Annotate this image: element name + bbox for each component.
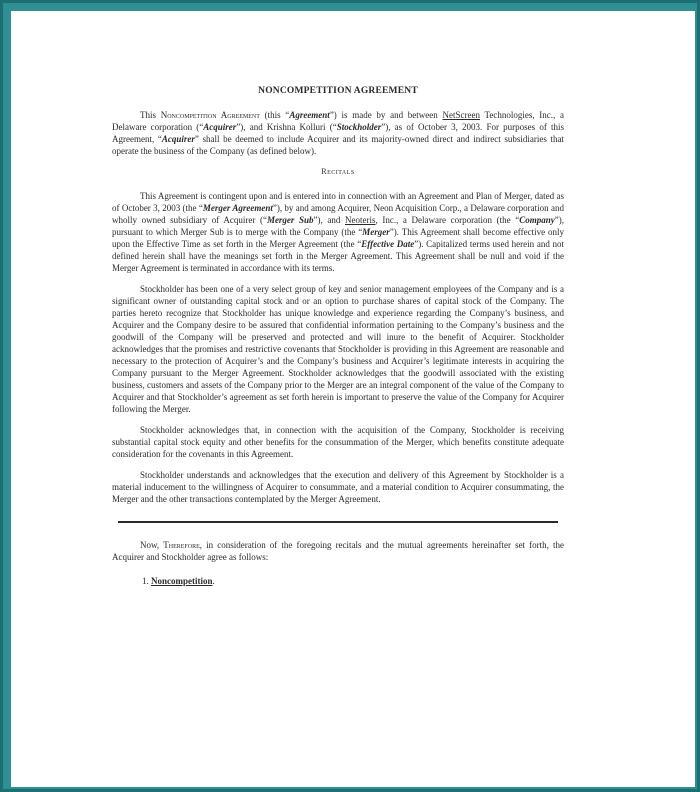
recital-paragraph-4: Stockholder understands and acknowledges that the execution and delivery of this Agreement by Stockholder is a material inducement to the willingness of Acquirer to consummate, and a material condition to Acquirer consummating, the Merger and the other transactions contemplated by the Merger Agreement.	[112, 470, 564, 504]
intro-paragraph: This Noncompetition Agreement (this “Agreement”) is made by and between NetScreen Technologies, Inc., a Delaware corporation (“Acquirer”), and Krishna Kolluri (“Stockholder”), as of October 3, 2003. For purposes of this Agreement, “Acquirer” shall be deemed to include Acquirer and its majority-owned direct and indirect subsidiaries that operate the business of the Company (as defined below).	[112, 110, 564, 156]
recital-paragraph-3: Stockholder acknowledges that, in connection with the acquisition of the Company, Stockholder is receiving substantial capital stock equity and other benefits for the consummation of the Merger, which benefits constitute adequate consideration for the covenants in this Agreement.	[112, 425, 564, 459]
document-page	[112, 85, 564, 587]
now-therefore-paragraph: Now, Therefore, in consideration of the foregoing recitals and the mutual agreements hereinafter set forth, the Acquirer and Stockholder agree as follows:	[112, 540, 564, 562]
recital-paragraph-2: Stockholder has been one of a very select group of key and senior management employees of the Company and is a significant owner of outstanding capital stock and or an option to purchase shares of capital stock of the Company. The parties hereto recognize that Stockholder has unique knowledge and experience regarding the Company’s business, and Acquirer and the Company desire to be assured that confidential information pertaining to the Company’s business and the goodwill of the Company will be preserved and protected and will inure to the benefit of Acquirer. Stockholder acknowledges that the promises and restrictive covenants that Stockholder is providing in this Agreement are reasonable and necessary to the protection of Acquirer’s and the Company’s business and Acquirer’s legitimate interests in acquiring the Company pursuant to the Merger Agreement. Stockholder acknowledges that the goodwill associated with the existing business, customers and assets of the Company prior to the Merger are an integral component of the value of the Company to Acquirer and that Stockholder’s agreement as set forth herein is important to preserve the value of the Company for Acquirer following the Merger.	[112, 284, 564, 414]
recital-paragraph-1: This Agreement is contingent upon and is entered into in connection with an Agreement and Plan of Merger, dated as of October 3, 2003 (the “Merger Agreement”), by and among Acquirer, Neon Acquisition Corp., a Delaware corporation and wholly owned subsidiary of Acquirer (“Merger Sub”), and Neoteris, Inc., a Delaware corporation (the “Company”), pursuant to which Merger Sub is to merge with the Company (the “Merger”). This Agreement shall become effective only upon the Effective Time as set forth in the Merger Agreement (the “Effective Date”). Capitalized terms used herein and not defined herein shall have the meanings set forth in the Merger Agreement. This Agreement shall be null and void if the Merger Agreement is terminated in accordance with its terms.	[112, 191, 565, 273]
recitals-heading: Recitals	[321, 167, 355, 176]
document-title: NONCOMPETITION AGREEMENT	[258, 86, 418, 96]
section-divider	[118, 521, 558, 523]
section-1-heading: 1. Noncompetition.	[142, 576, 215, 586]
